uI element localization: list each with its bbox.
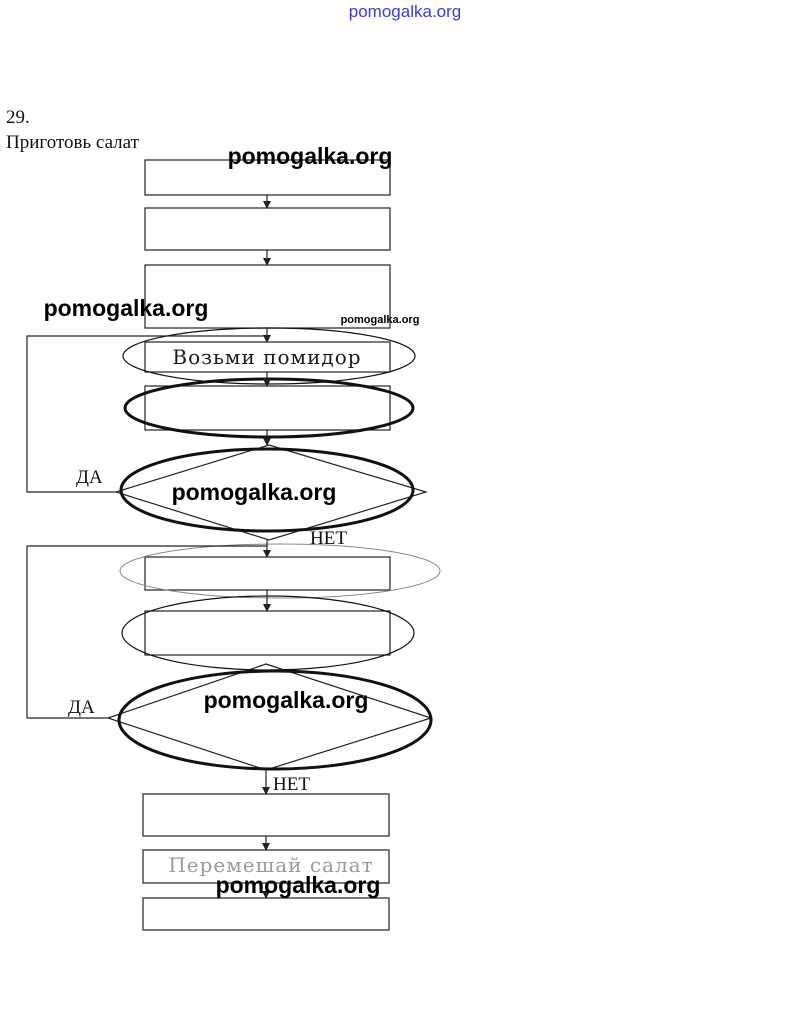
yes-label-1: ДА (76, 467, 103, 488)
watermark-5: pomogalka.org (203, 687, 369, 713)
process-block-5 (145, 386, 390, 430)
process-block-10 (143, 898, 389, 930)
no-label-1: НЕТ (310, 528, 347, 549)
watermark-4: pomogalka.org (171, 479, 337, 505)
mix-salad-text: Перемешай салат (168, 853, 374, 877)
no-label-2: НЕТ (273, 774, 310, 795)
answer-ellipse-2 (125, 379, 413, 437)
watermark-3: pomogalka.org (340, 314, 420, 326)
process-block-8 (143, 794, 389, 836)
process-block-7 (145, 611, 390, 655)
header-watermark: pomogalka.org (348, 2, 462, 21)
process-block-2 (145, 208, 390, 250)
yes-label-2: ДА (68, 697, 95, 718)
take-tomato-text: Возьми помидор (172, 345, 362, 369)
watermark-6: pomogalka.org (215, 872, 381, 898)
answer-ellipse-5 (122, 596, 414, 670)
task-number: 29. (6, 107, 30, 128)
watermark-2: pomogalka.org (43, 295, 209, 321)
task-title: Приготовь салат (6, 132, 139, 153)
process-block-6 (145, 557, 390, 590)
watermark-1: pomogalka.org (227, 143, 393, 169)
answer-ellipse-6 (119, 671, 431, 769)
